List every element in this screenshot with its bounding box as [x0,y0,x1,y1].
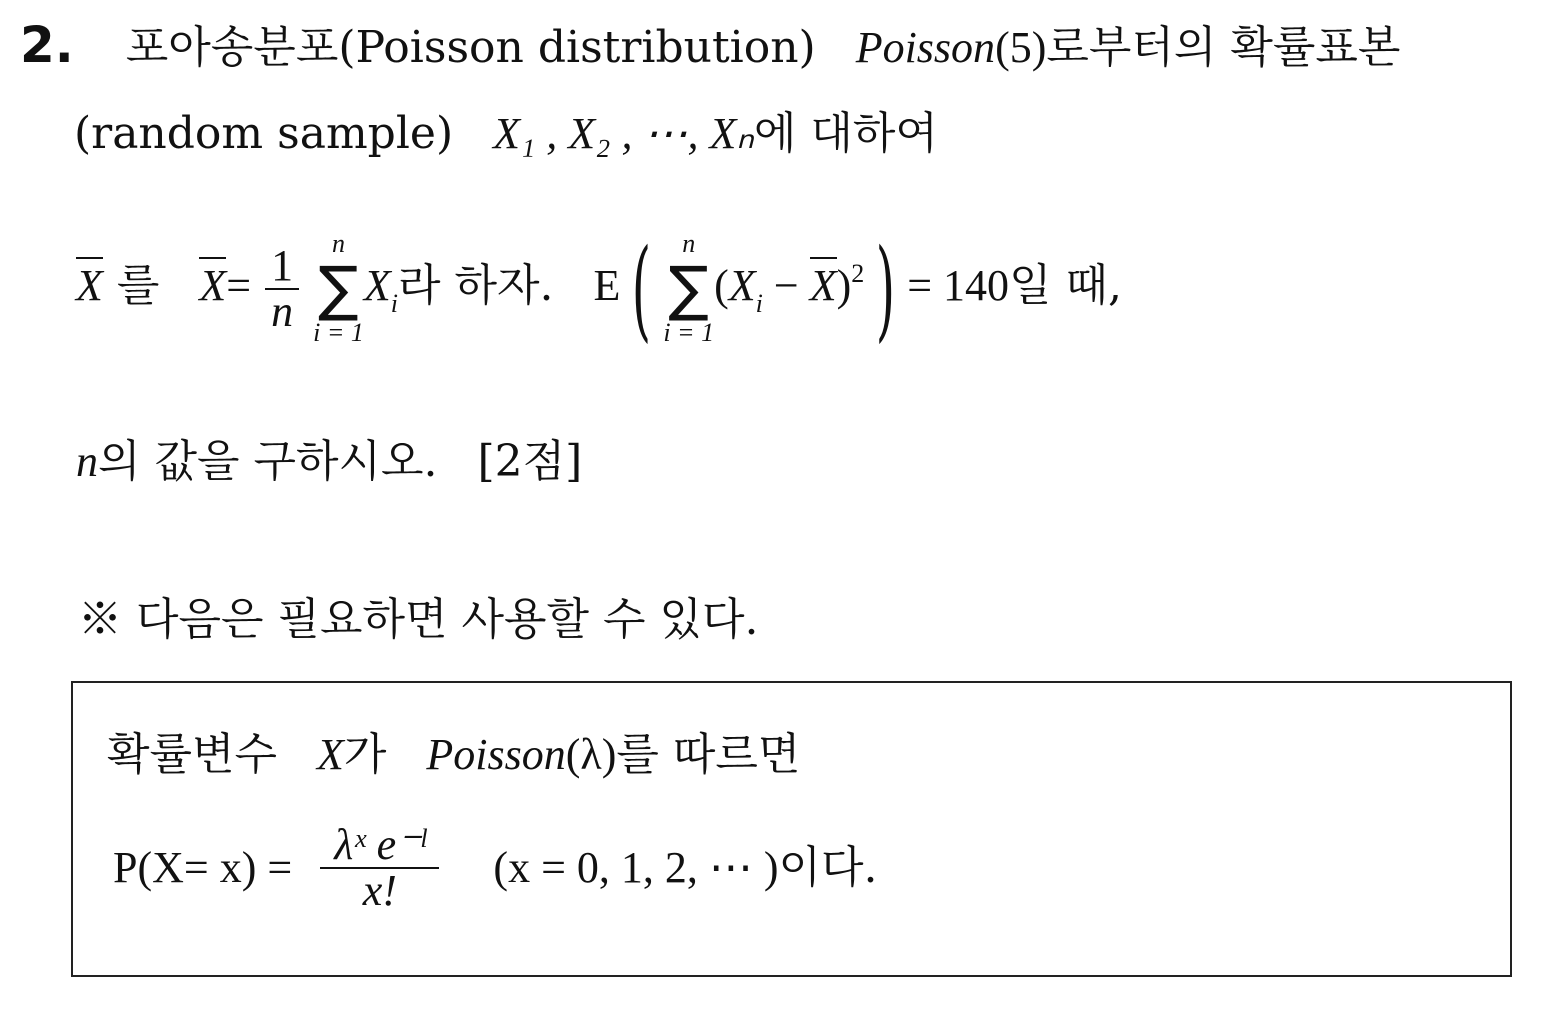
sum2-lower: i = 1 [663,317,715,347]
problem-line-1 [20,16,1401,74]
let-text: 라 하자. [398,260,554,312]
pmf-lhs: P(X= x) = [113,843,293,892]
summation-2: n ∑ i = 1 [663,229,715,347]
x-i: $X_i$ [363,261,399,319]
line4-text: 의 값을 구하시오. [98,436,438,487]
when-text: 일 때, [1009,260,1122,312]
expect-value: = 140 [907,261,1010,311]
frac-numerator: 1 [265,244,299,290]
xbar-symbol-2: X [199,257,226,310]
square-exponent: 2 [851,259,865,289]
note-line [78,594,759,645]
pmf-support-tail: 이다. [778,842,878,893]
line2-tail: 에 대하여 [753,108,938,159]
hint-box [71,681,1512,977]
expectation-e: E [593,261,621,311]
var-n: n [76,437,98,486]
pmf-fraction [320,820,439,915]
problem-line-4 [76,436,583,487]
sum-lower: i = 1 [313,317,364,347]
fraction-one-over-n [265,240,299,336]
line2-text: (random sample) [74,108,454,159]
pmf-denominator: x! [362,866,397,915]
hint-var: X [317,730,344,779]
hint-line-2 [113,820,878,943]
sum2-upper: n [682,229,696,258]
summation-1: n ∑ i = 1 [313,229,364,347]
hint-text: 확률변수 [107,729,278,780]
pmf-support: (x = 0, 1, 2, ⋯ ) [493,843,779,892]
hint-line-1 [107,729,801,780]
frac-denominator: n [271,286,294,336]
line1-dist: Poisson [855,23,996,72]
points-label: [2점] [477,436,583,487]
line1-text: 포아송분포(Poisson distribution) [125,22,816,73]
sum-upper: n [332,229,346,258]
hint-tail: 를 따르면 [616,729,801,780]
problem-line-2 [74,108,938,159]
pmf-numerator: λˣ e⁻ˡ [320,823,439,869]
hint-follow: 가 [343,729,387,780]
xbar-label: 를 [116,260,160,312]
xbar-symbol: X [76,257,103,310]
note-text: ※ 다음은 필요하면 사용할 수 있다. [78,594,759,645]
line2-sample: X₁ , X₂ , ⋯, Xₙ [493,109,754,158]
line1-param: (5) [995,23,1047,72]
hint-dist: Poisson [426,730,566,779]
problem-number: 2. [20,16,74,74]
problem-line-3: X 를 X= $\frac{1}{n}$ n ∑ i = 1 $X_i$라 하자. E ( n ∑ i = 1 $(X_i - X)^2$ ) = 140일 때, [76,224,1122,353]
hint-param: (λ) [565,730,617,779]
line1-tail: 로부터의 확률표본 [1046,22,1401,73]
